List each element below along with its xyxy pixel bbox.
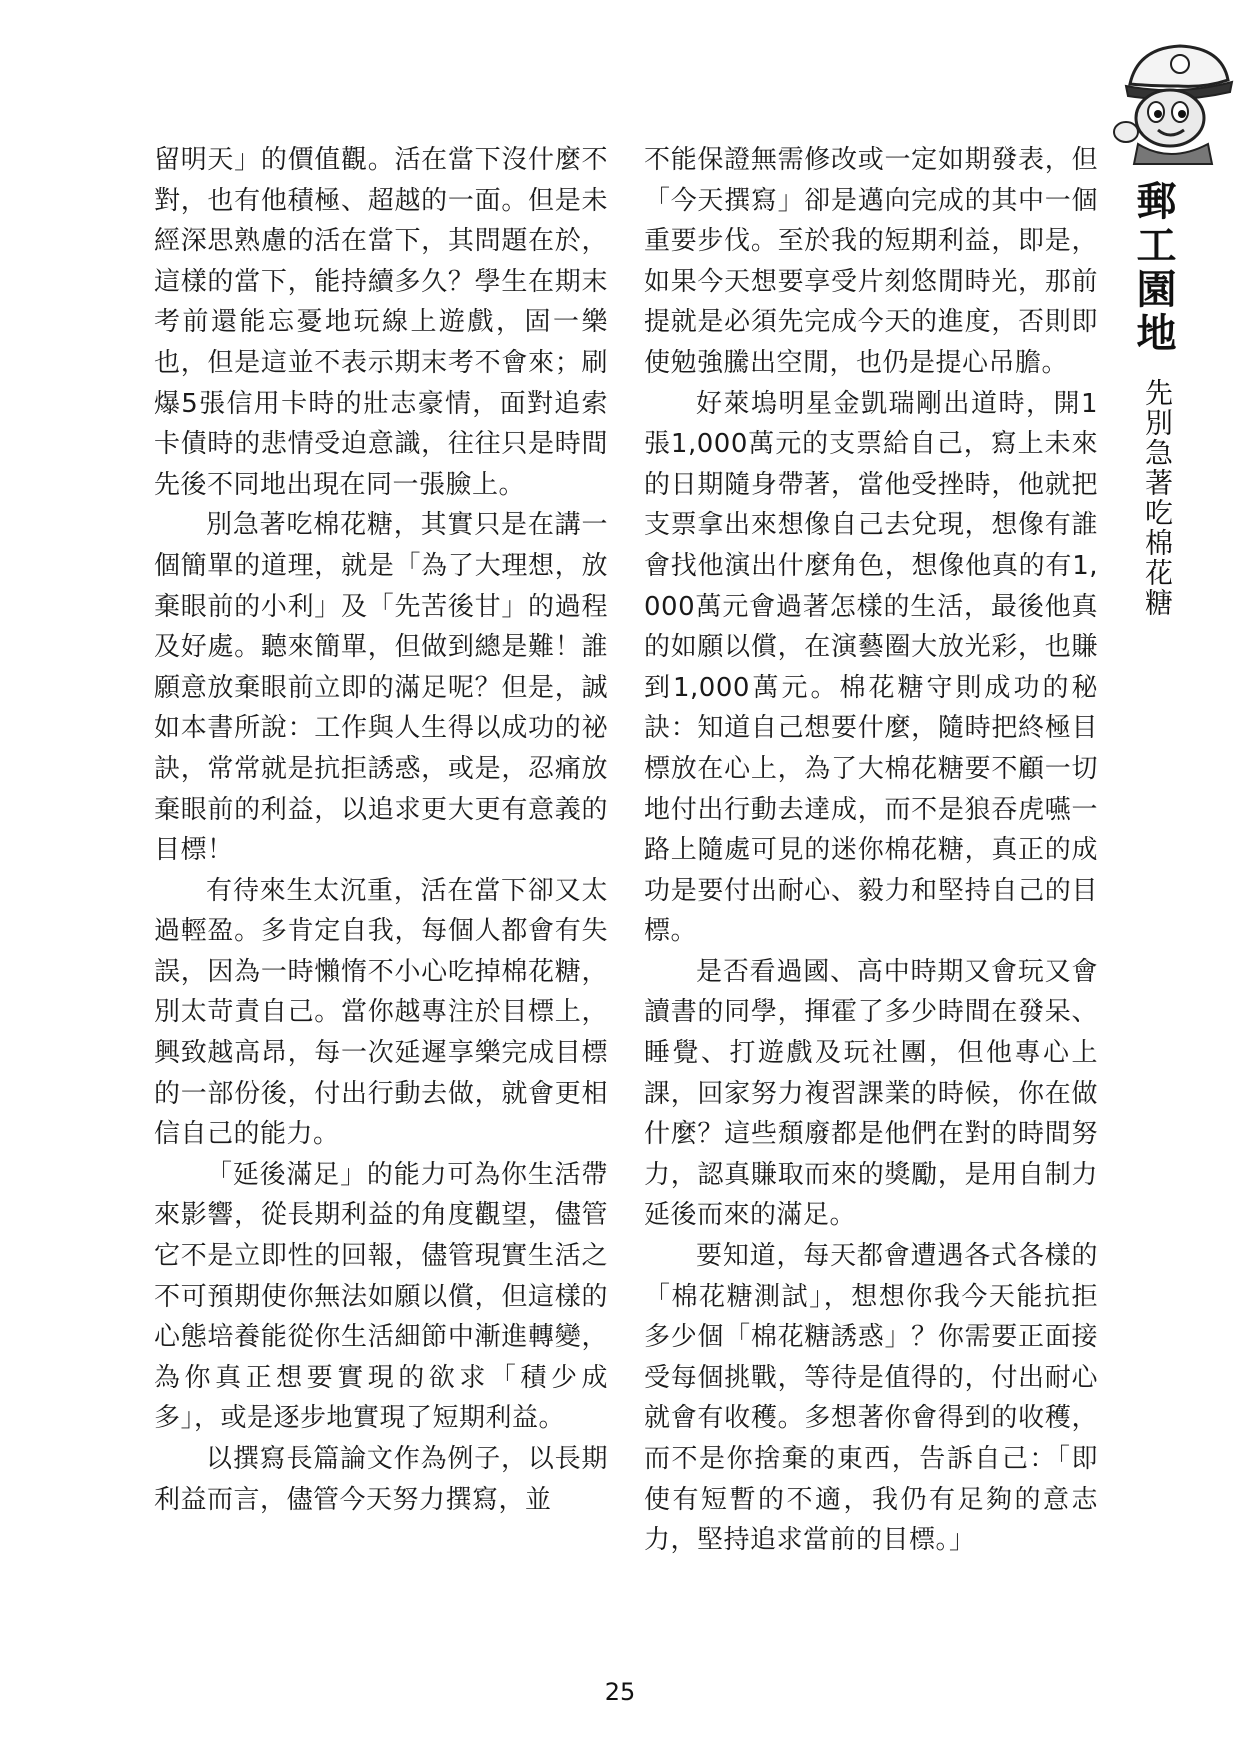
paragraph: 不能保證無需修改或一定如期發表，但「今天撰寫」卻是邁向完成的其中一個重要步伐。至於我的短期利益，即是，如果今天想要享受片刻悠閒時光，那前提就是必須先完成今天的進度，否則即使勉強騰出空閒，也仍是提心吊膽。 (644, 145, 1098, 378)
left-text-column (154, 140, 608, 1640)
paragraph: 以撰寫長篇論文作為例子，以長期利益而言，儘管今天努力撰寫，並 (154, 1444, 608, 1515)
paragraph: 有待來生太沉重，活在當下卻又太過輕盈。多肯定自我，每個人都會有失誤，因為一時懶惰不小心吃掉棉花糖，別太苛責自己。當你越專注於目標上，興致越高昂，每一次延遲享樂完成目標的一部份後，付出行動去做，就會更相信自己的能力。 (154, 875, 608, 1150)
paragraph: 是否看過國、高中時期又會玩又會讀書的同學，揮霍了多少時間在發呆、睡覺、打遊戲及玩社團，但他專心上課，回家努力複習課業的時候，你在做什麼？這些頹廢都是他們在對的時間努力，認真賺取而來的獎勵，是用自制力延後而來的滿足。 (644, 956, 1098, 1231)
page-number: 25 (604, 1678, 636, 1706)
article-title: 先別急著吃棉花糖 (1141, 378, 1174, 618)
paragraph: 好萊塢明星金凱瑞剛出道時，開1張1,000萬元的支票給自己，寫上未來的日期隨身帶著，當他受挫時，他就把支票拿出來想像自己去兌現，想像有誰會找他演出什麼角色，想像他真的有1,000萬元會過著怎樣的生活，最後他真的如願以償，在演藝圈大放光彩，也賺到1,000萬元。棉花糖守則成功的秘訣：知道自己想要什麼，隨時把終極目標放在心上，為了大棉花糖要不顧一切地付出行動去達成，而不是狼吞虎嚥一路上隨處可見的迷你棉花糖，真正的成功是要付出耐心、毅力和堅持自己的目標。 (644, 388, 1098, 947)
paragraph: 別急著吃棉花糖，其實只是在講一個簡單的道理，就是「為了大理想，放棄眼前的小利」及「先苦後甘」的過程及好處。聽來簡單，但做到總是難！誰願意放棄眼前立即的滿足呢？但是，誠如本書所說：工作與人生得以成功的祕訣，常常就是抗拒誘惑，或是，忍痛放棄眼前的利益，以追求更大更有意義的目標！ (154, 510, 608, 866)
paragraph: 「延後滿足」的能力可為你生活帶來影響，從長期利益的角度觀望，儘管它不是立即性的回報，儘管現實生活之不可預期使你無法如願以償，但這樣的心態培養能從你生活細節中漸進轉變，為你真正想要實現的欲求「積少成多」，或是逐步地實現了短期利益。 (154, 1159, 608, 1434)
paragraph: 留明天」的價值觀。活在當下沒什麼不對，也有他積極、超越的一面。但是未經深思熟慮的活在當下，其問題在於，這樣的當下，能持續多久？學生在期末考前還能忘憂地玩線上遊戲，固一樂也，但是這並不表示期末考不會來；刷爆5張信用卡時的壯志豪情，面對追索卡債時的悲情受迫意識，往往只是時間先後不同地出現在同一張臉上。 (154, 145, 608, 500)
paragraph: 要知道，每天都會遭遇各式各樣的「棉花糖測試」，想想你我今天能抗拒多少個「棉花糖誘惑」？你需要正面接受每個挑戰，等待是值得的，付出耐心就會有收穫。多想著你會得到的收穫，而不是你捨棄的東西，告訴自己：「即使有短暫的不適，我仍有足夠的意志力，堅持追求當前的目標。」 (644, 1241, 1098, 1556)
section-title: 郵工園地 (1130, 180, 1177, 356)
postman-mascot-icon (1108, 40, 1240, 165)
right-text-column (644, 140, 1098, 1640)
